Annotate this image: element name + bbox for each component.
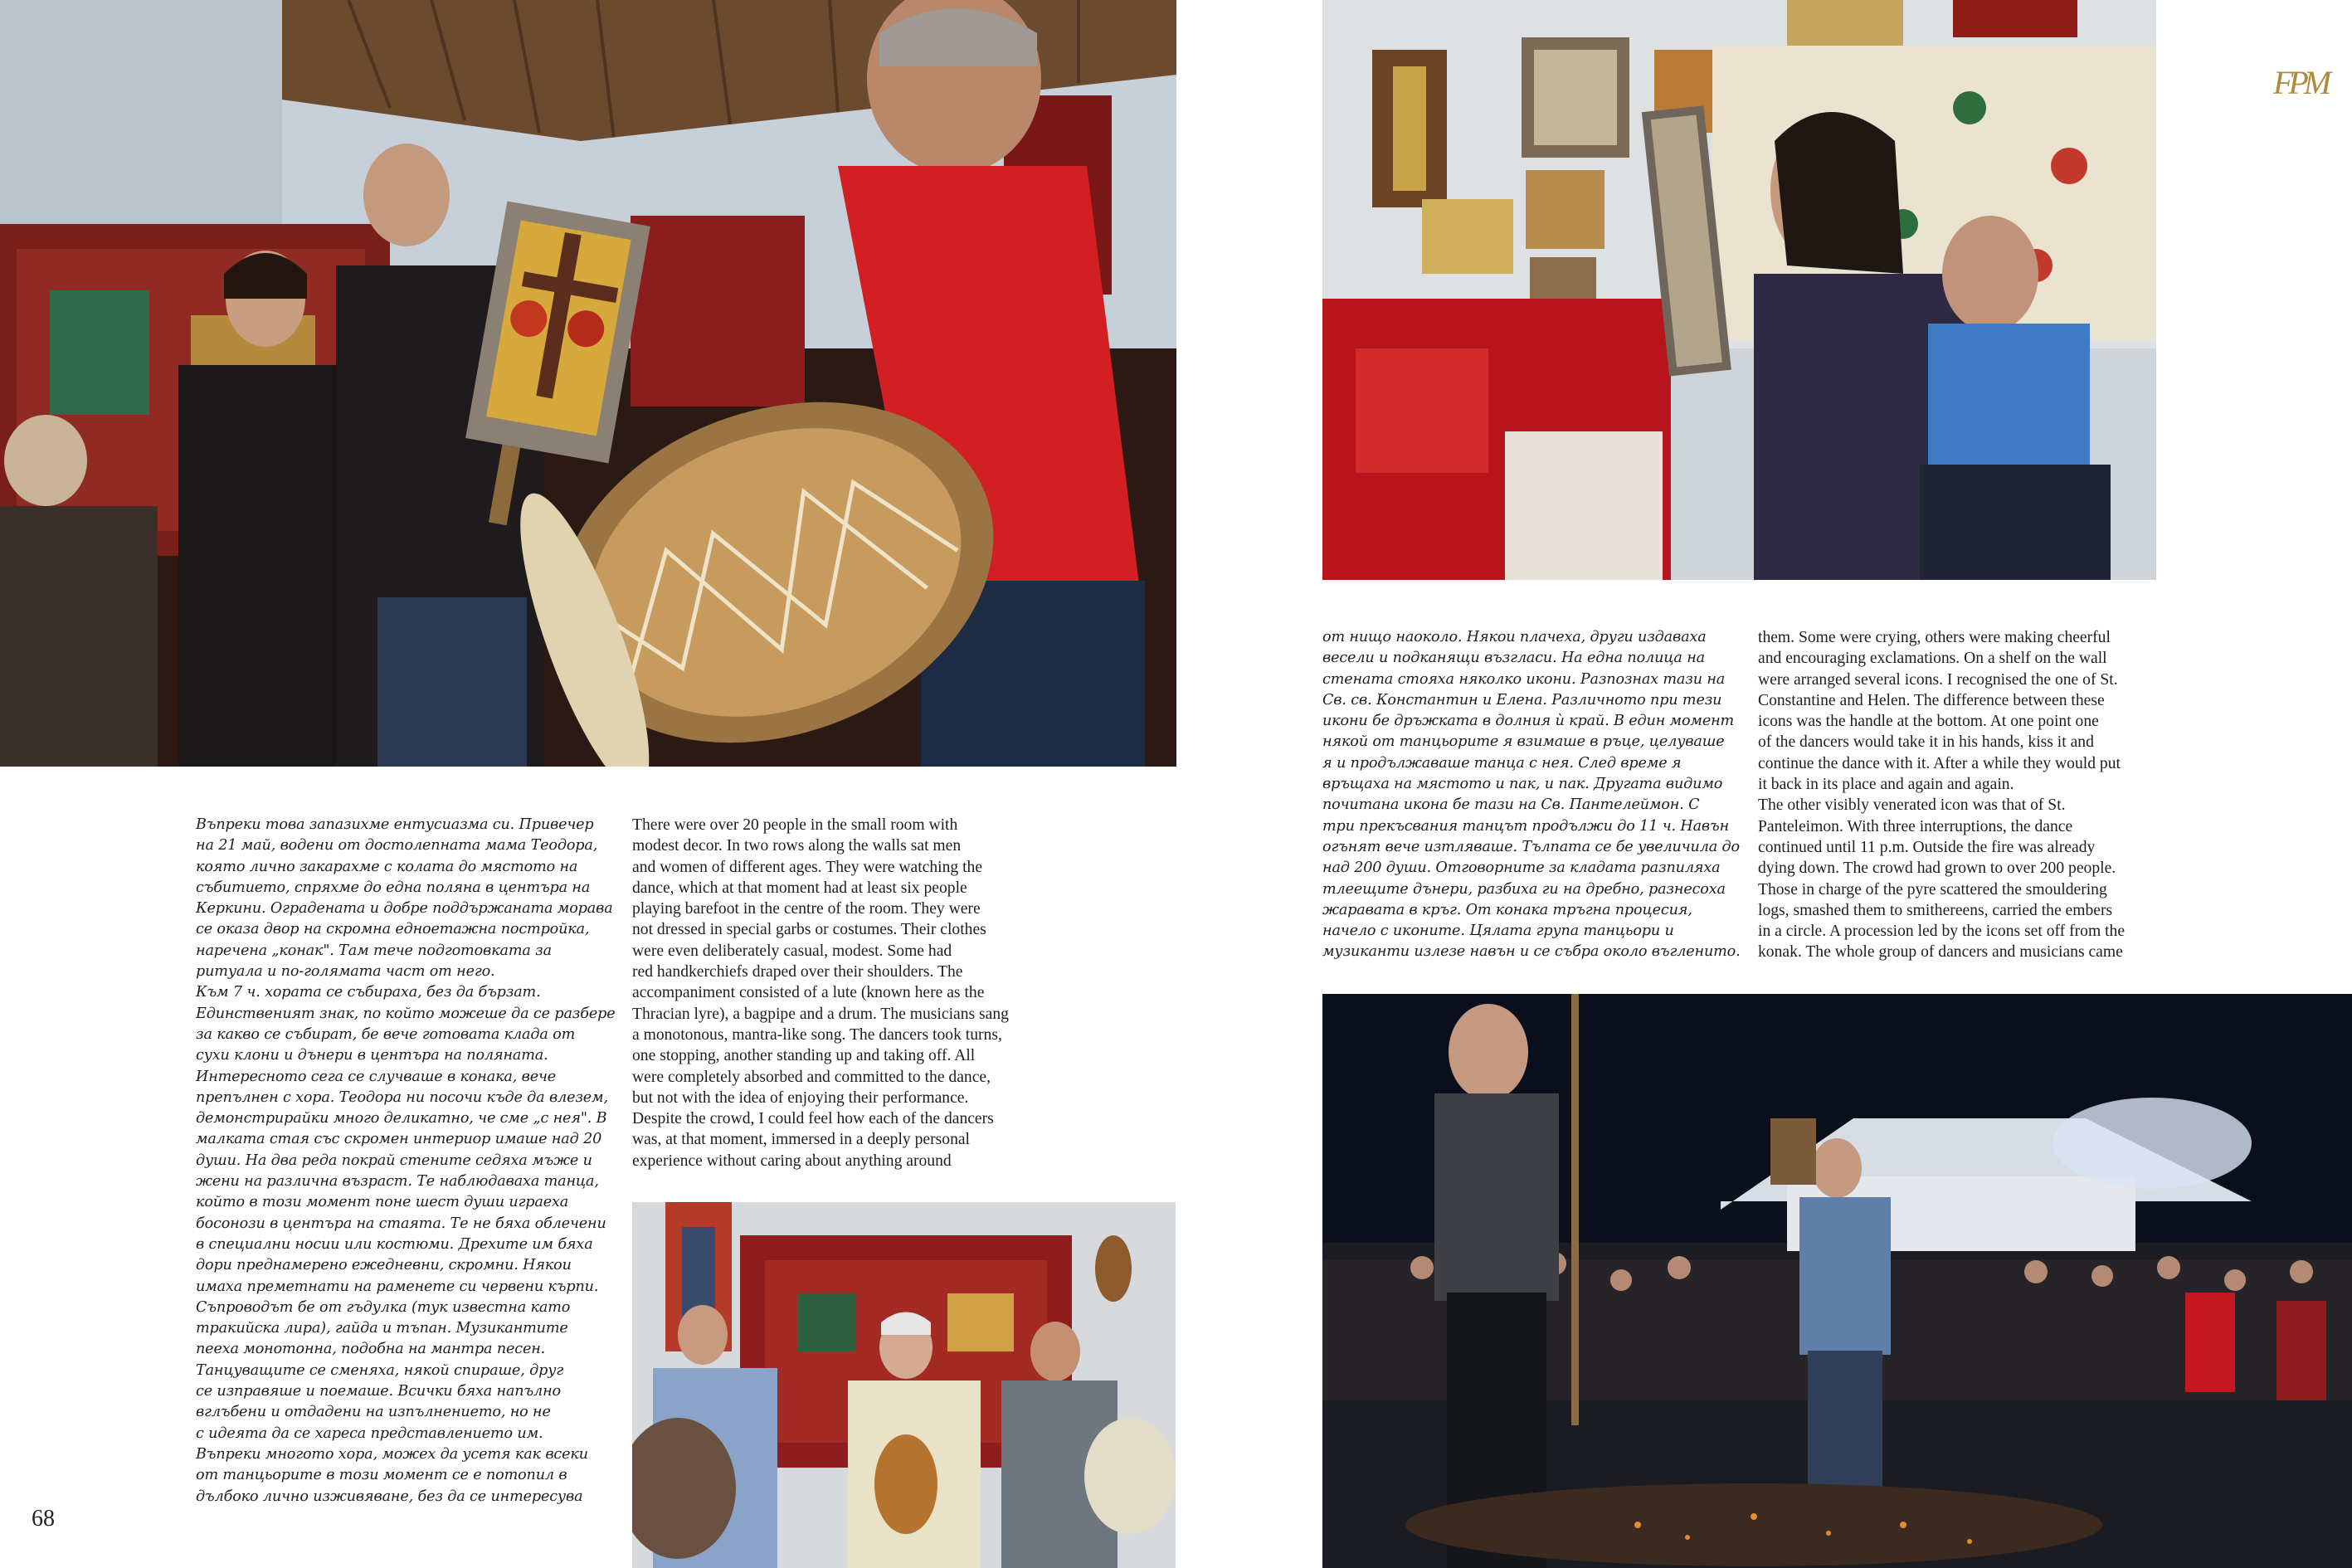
article-column-english-1 bbox=[632, 815, 1009, 1171]
text-line: was, at that moment, immersed in a deeply personal bbox=[632, 1131, 971, 1149]
text-line: имаха преметнати на раменете си червени кърпи. bbox=[196, 1278, 599, 1295]
text-line: them. Some were crying, others were making cheerful bbox=[1758, 629, 2111, 646]
text-line: демонстрирайки много деликатно, че сме „с нея". В bbox=[196, 1110, 607, 1127]
text-line: весели и подканящи възгласи. На една полица на bbox=[1322, 650, 1705, 667]
text-line: Despite the crowd, I could feel how each of the dancers bbox=[632, 1110, 994, 1128]
text-line: modest decor. In two rows along the walls sat men bbox=[632, 837, 962, 855]
text-line: Constantine and Helen. The difference between these bbox=[1758, 691, 2105, 709]
text-line: Съпроводът бе от гъдулка (тук известна като bbox=[196, 1298, 571, 1316]
text-line: The other visibly venerated icon was that of St. bbox=[1758, 796, 2066, 815]
text-line: accompaniment consisted of a lute (known here as the bbox=[632, 984, 985, 1002]
text-line: връщаха на мястото и пак, и пак. Другата видимо bbox=[1322, 776, 1723, 793]
text-line: Panteleimon. With three interruptions, the dance bbox=[1758, 817, 2073, 835]
text-line: тлеещите дънери, разбиха ги на дребно, разнесоха bbox=[1322, 880, 1726, 898]
text-line: я и продължаваше танца с нея. След време я bbox=[1322, 754, 1682, 772]
text-line: continued until 11 p.m. Outside the fire was already bbox=[1758, 838, 2096, 856]
text-line: на 21 май, водени от достолепната мама Теодора, bbox=[196, 837, 598, 855]
text-line: not dressed in special garbs or costumes. Their clothes bbox=[632, 921, 986, 939]
text-line: ритуала и по-голямата част от него. bbox=[196, 963, 495, 981]
text-line: някой от танцьорите я взимаше в ръце, целуваше bbox=[1322, 733, 1725, 751]
text-line: Въпреки многото хора, можех да усетя как всеки bbox=[196, 1445, 588, 1463]
text-line: were completely absorbed and committed to the dance, bbox=[632, 1068, 991, 1086]
photo-dance-drum bbox=[0, 0, 1176, 767]
text-line: dance, which at that moment had at least six people bbox=[632, 879, 967, 897]
text-line: който в този момент поне шест души играеха bbox=[196, 1194, 569, 1211]
text-line: continue the dance with it. After a while they would put bbox=[1758, 754, 2121, 772]
text-line: and encouraging exclamations. On a shelf on the wall bbox=[1758, 650, 2107, 668]
text-line: стената стояха няколко икони. Разпознах тази на bbox=[1322, 670, 1726, 688]
text-line: it back in its place and again and again. bbox=[1758, 776, 2014, 794]
text-line: konak. The whole group of dancers and musicians came bbox=[1758, 943, 2123, 962]
text-line: начело с иконите. Цялата група танцьори и bbox=[1322, 923, 1674, 940]
text-line: наречена „конак". Там тече подготовката за bbox=[196, 942, 552, 959]
text-line: logs, smashed them to smithereens, carried the embers bbox=[1758, 901, 2113, 919]
text-line: три прекъсвания танцът продължи до 11 ч. Навън bbox=[1322, 817, 1730, 835]
text-line: босонози в центъра на стаята. Те не бяха облечени bbox=[196, 1215, 606, 1232]
text-line: се оказа двор на скромна едноетажна постройка, bbox=[196, 921, 590, 938]
text-line: Танцуващите се сменяха, някой спираше, друг bbox=[196, 1361, 564, 1379]
text-line: пееха монотонна, подобна на мантра песен. bbox=[196, 1341, 546, 1358]
magazine-logo: FPM bbox=[2273, 64, 2327, 101]
text-line: one stopping, another standing up and taking off. All bbox=[632, 1047, 976, 1065]
text-line: малката стая със скромен интериор имаше над 20 bbox=[196, 1131, 602, 1148]
text-line: тракийска лира), гайда и тъпан. Музикантите bbox=[196, 1320, 568, 1337]
article-column-english-2 bbox=[1758, 627, 2125, 963]
text-line: Св. св. Константин и Елена. Различното при тези bbox=[1322, 691, 1722, 709]
text-line: събитието, спряхме до една поляна в центъра на bbox=[196, 879, 591, 896]
text-line: вглъбени и отдадени на изпълнението, но не bbox=[196, 1404, 551, 1421]
article-column-bulgarian-2 bbox=[1322, 627, 1741, 963]
text-line: playing barefoot in the centre of the room. They were bbox=[632, 900, 981, 918]
text-line: с идеята да се хареса представлението им. bbox=[196, 1424, 543, 1442]
text-line: за какво се събират, бе вече готовата клада от bbox=[196, 1025, 576, 1043]
text-line: a monotonous, mantra-like song. The dancers took turns, bbox=[632, 1025, 1002, 1044]
text-line: Thracian lyre), a bagpipe and a drum. The musicians sang bbox=[632, 1005, 1009, 1023]
text-line: Керкини. Оградената и добре поддържаната морава bbox=[196, 900, 613, 918]
text-line: in a circle. A procession led by the icons set off from the bbox=[1758, 923, 2126, 941]
text-line: сухи клони и дънери в центъра на поляната. bbox=[196, 1047, 548, 1064]
text-line: жаравата в кръг. От конака тръгна процесия, bbox=[1322, 901, 1692, 918]
text-line: Интересното сега се случваше в конака, вече bbox=[196, 1068, 557, 1085]
text-line: of the dancers would take it in his hands, kiss it and bbox=[1758, 733, 2094, 752]
article-column-bulgarian-1 bbox=[196, 815, 615, 1507]
text-line: red handkerchiefs draped over their shoulders. The bbox=[632, 963, 963, 981]
text-line: Those in charge of the pyre scattered the smouldering bbox=[1758, 880, 2107, 898]
text-line: жени на различна възраст. Те наблюдаваха танца, bbox=[196, 1173, 599, 1191]
text-line: dying down. The crowd had grown to over 200 people. bbox=[1758, 859, 2116, 878]
text-line: were arranged several icons. I recognised the one of St. bbox=[1758, 670, 2118, 689]
text-line: There were over 20 people in the small room with bbox=[632, 816, 958, 834]
text-line: дори преднамерено ежедневни, скромни. Някои bbox=[196, 1257, 572, 1274]
text-line: but not with the idea of enjoying their performance. bbox=[632, 1088, 969, 1107]
photo-musicians bbox=[632, 1202, 1176, 1568]
text-line: Към 7 ч. хората се събираха, без да бързат. bbox=[196, 984, 541, 1001]
text-line: почитана икона бе тази на Св. Пантелеймон. С bbox=[1322, 796, 1700, 814]
photo-icon-bearer bbox=[1322, 0, 2156, 580]
text-line: над 200 души. Отговорните за кладата разпиляха bbox=[1322, 859, 1721, 877]
text-line: Въпреки това запазихме ентусиазма си. Привечер bbox=[196, 816, 594, 833]
text-line: дълбоко лично изживяване, без да се интересува bbox=[196, 1488, 583, 1505]
text-line: and women of different ages. They were watching the bbox=[632, 858, 983, 876]
text-line: която лично закарахме с колата до мястото на bbox=[196, 858, 578, 875]
text-line: се изправяше и поемаше. Всички бяха напълно bbox=[196, 1383, 561, 1400]
text-line: в специални носии или костюми. Дрехите им бяха bbox=[196, 1235, 593, 1253]
page-number: 68 bbox=[32, 1506, 55, 1531]
text-line: души. На два реда покрай стените седяха мъже и bbox=[196, 1152, 592, 1169]
photo-night-procession bbox=[1322, 994, 2352, 1568]
text-line: icons was the handle at the bottom. At one point one bbox=[1758, 713, 2099, 731]
text-line: were even deliberately casual, modest. Some had bbox=[632, 942, 952, 960]
text-line: музиканти излезе навън и се събра около въгленито. bbox=[1322, 943, 1741, 961]
text-line: experience without caring about anything around bbox=[632, 1152, 952, 1170]
text-line: от нищо наоколо. Някои плачеха, други издаваха bbox=[1322, 629, 1707, 645]
text-line: от танцьорите в този момент се е потопил в bbox=[196, 1467, 567, 1484]
text-line: препълнен с хора. Теодора ни посочи къде да влезем, bbox=[196, 1088, 608, 1106]
text-line: Единственият знак, по който можеше да се разбере bbox=[196, 1005, 616, 1022]
text-line: огънят вече изтляваше. Тълпата се бе увеличила до bbox=[1322, 838, 1740, 855]
text-line: икони бе дръжката в долния ѝ край. В един момент bbox=[1322, 713, 1735, 730]
